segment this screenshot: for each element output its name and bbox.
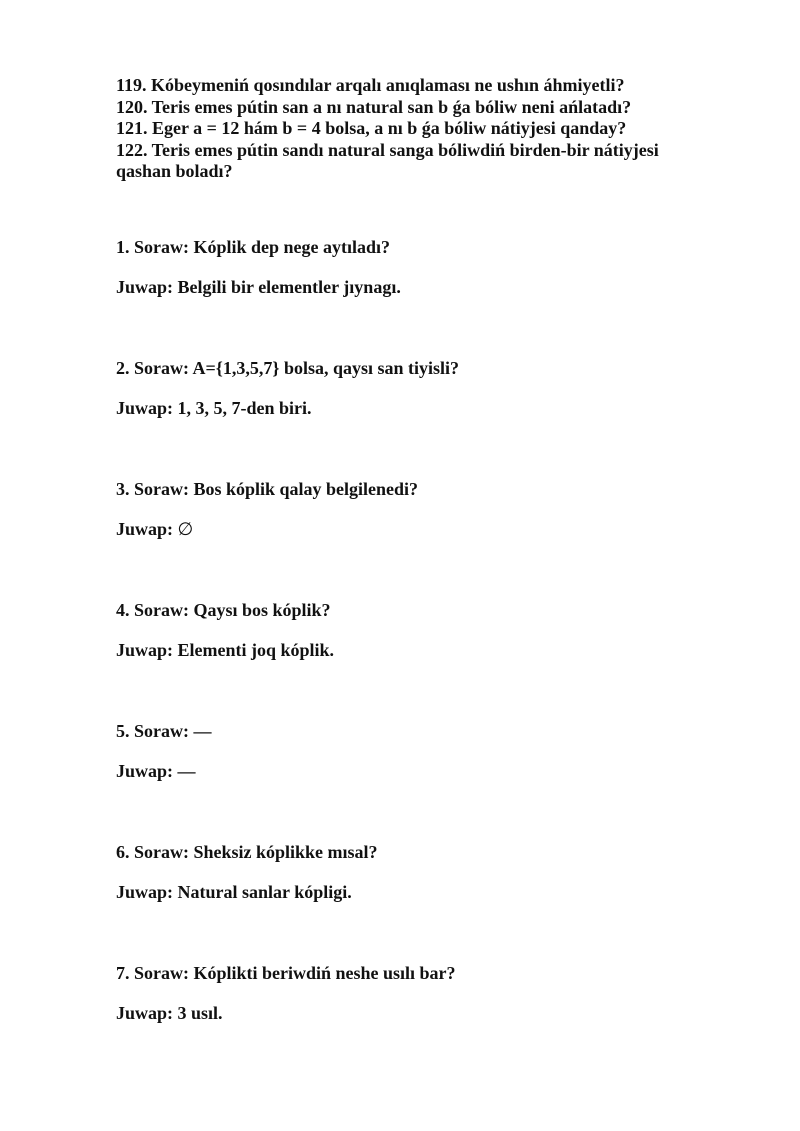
qa-question: 6. Soraw: Sheksiz kóplikke mısal? [116,841,378,862]
empty-set-symbol: ∅ [177,518,194,540]
qa-answer-prefix: Juwap: [116,518,178,539]
qa-question: 7. Soraw: Kóplikti beriwdiń neshe usılı bar? [116,962,456,983]
qa-item-2 [116,358,716,479]
qa-answer [116,519,716,559]
qa-list [116,237,716,1084]
qa-answer: Juwap: 1, 3, 5, 7-den biri. [116,397,312,418]
document-page [116,75,716,1084]
qa-question: 2. Soraw: A={1,3,5,7} bolsa, qaysı san tiyisli? [116,357,459,378]
question-list [116,75,716,183]
qa-item-4 [116,600,716,721]
qa-item-5 [116,721,716,842]
qa-item-1 [116,237,716,358]
question-121: 121. Eger a = 12 hám b = 4 bolsa, a nı b ǵa bóliw nátiyjesi qanday? [116,118,627,138]
qa-question: 4. Soraw: Qaysı bos kóplik? [116,599,331,620]
qa-question: 5. Soraw: — [116,720,212,741]
qa-answer: Juwap: Belgili bir elementler jıynagı. [116,276,401,297]
qa-question: 1. Soraw: Kóplik dep nege aytıladı? [116,236,391,257]
question-119: 119. Kóbeymeniń qosındılar arqalı anıqlaması ne ushın áhmiyetli? [116,75,625,95]
question-120: 120. Teris emes pútin san a nı natural san b ǵa bóliw neni ańlatadı? [116,96,632,117]
question-122: 122. Teris emes pútin sandı natural sanga bóliwdiń birden-bir nátiyjesi qashan boladı? [116,139,659,181]
qa-answer: Juwap: Natural sanlar kópligi. [116,881,352,902]
qa-answer: Juwap: Elementi joq kóplik. [116,639,335,660]
qa-item-6 [116,842,716,963]
qa-item-3 [116,479,716,600]
qa-answer: Juwap: 3 usıl. [116,1002,223,1023]
qa-item-7 [116,963,716,1084]
qa-question: 3. Soraw: Bos kóplik qalay belgilenedi? [116,478,419,499]
qa-answer: Juwap: — [116,760,196,781]
